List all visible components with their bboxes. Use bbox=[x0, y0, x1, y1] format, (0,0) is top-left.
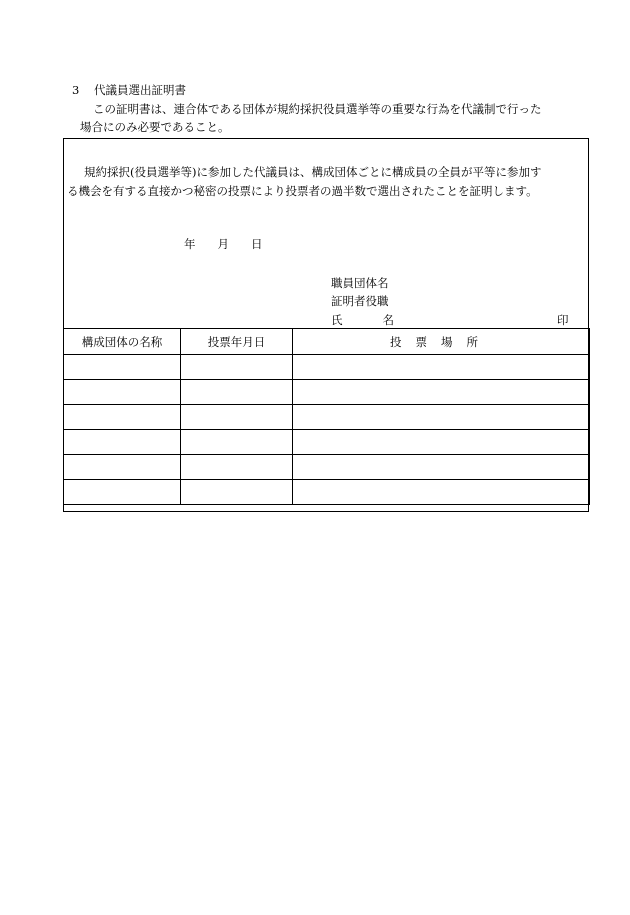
table-cell[interactable] bbox=[64, 430, 181, 455]
seal-label: 印 bbox=[557, 313, 569, 327]
table-row bbox=[64, 380, 590, 405]
header-vote-place: 投票場所 bbox=[293, 329, 590, 355]
table-row bbox=[64, 430, 590, 455]
table-cell[interactable] bbox=[181, 355, 293, 380]
date-year-label: 年 bbox=[184, 237, 196, 251]
table-cell[interactable] bbox=[293, 480, 590, 505]
table-cell[interactable] bbox=[293, 355, 590, 380]
table-cell[interactable] bbox=[181, 405, 293, 430]
section-number: 3 bbox=[72, 83, 80, 97]
table-cell[interactable] bbox=[293, 405, 590, 430]
table-cell[interactable] bbox=[181, 455, 293, 480]
name-label bbox=[331, 312, 394, 328]
note-line-1: この証明書は、連合体である団体が規約採択役員選挙等の重要な行為を代議制で行った bbox=[93, 102, 542, 116]
table-row bbox=[64, 405, 590, 430]
note-line-2: 場合にのみ必要であること。 bbox=[80, 120, 230, 134]
name-label-1: 氏 bbox=[331, 313, 343, 327]
table-cell[interactable] bbox=[64, 355, 181, 380]
header-org-name: 構成団体の名称 bbox=[64, 329, 181, 355]
date-line bbox=[162, 236, 263, 252]
table-cell[interactable] bbox=[64, 405, 181, 430]
certificate-box bbox=[63, 138, 589, 512]
table-cell[interactable] bbox=[181, 480, 293, 505]
table-header-row bbox=[64, 329, 590, 355]
name-label-2: 名 bbox=[382, 313, 394, 327]
section-title: 代議員選出証明書 bbox=[94, 83, 186, 97]
section-heading bbox=[72, 82, 186, 98]
certifier-title-label: 証明者役職 bbox=[331, 294, 389, 308]
certificate-text-line-1: 規約採択(役員選挙等)に参加した代議員は、構成団体ごとに構成員の全員が平等に参加す bbox=[84, 165, 542, 179]
vote-table bbox=[63, 328, 590, 505]
table-cell[interactable] bbox=[181, 380, 293, 405]
certificate-text-line-2: る機会を有する直接かつ秘密の投票により投票者の過半数で選出されたことを証明します。 bbox=[67, 184, 538, 198]
table-cell[interactable] bbox=[64, 455, 181, 480]
table-row bbox=[64, 480, 590, 505]
table-row bbox=[64, 355, 590, 380]
table-cell[interactable] bbox=[293, 380, 590, 405]
date-day-label: 日 bbox=[251, 237, 263, 251]
date-month-label: 月 bbox=[217, 237, 229, 251]
header-vote-date: 投票年月日 bbox=[181, 329, 293, 355]
table-row bbox=[64, 455, 590, 480]
table-cell[interactable] bbox=[293, 430, 590, 455]
table-cell[interactable] bbox=[64, 380, 181, 405]
org-name-label: 職員団体名 bbox=[331, 276, 389, 290]
table-cell[interactable] bbox=[181, 430, 293, 455]
table-cell[interactable] bbox=[293, 455, 590, 480]
table-cell[interactable] bbox=[64, 480, 181, 505]
